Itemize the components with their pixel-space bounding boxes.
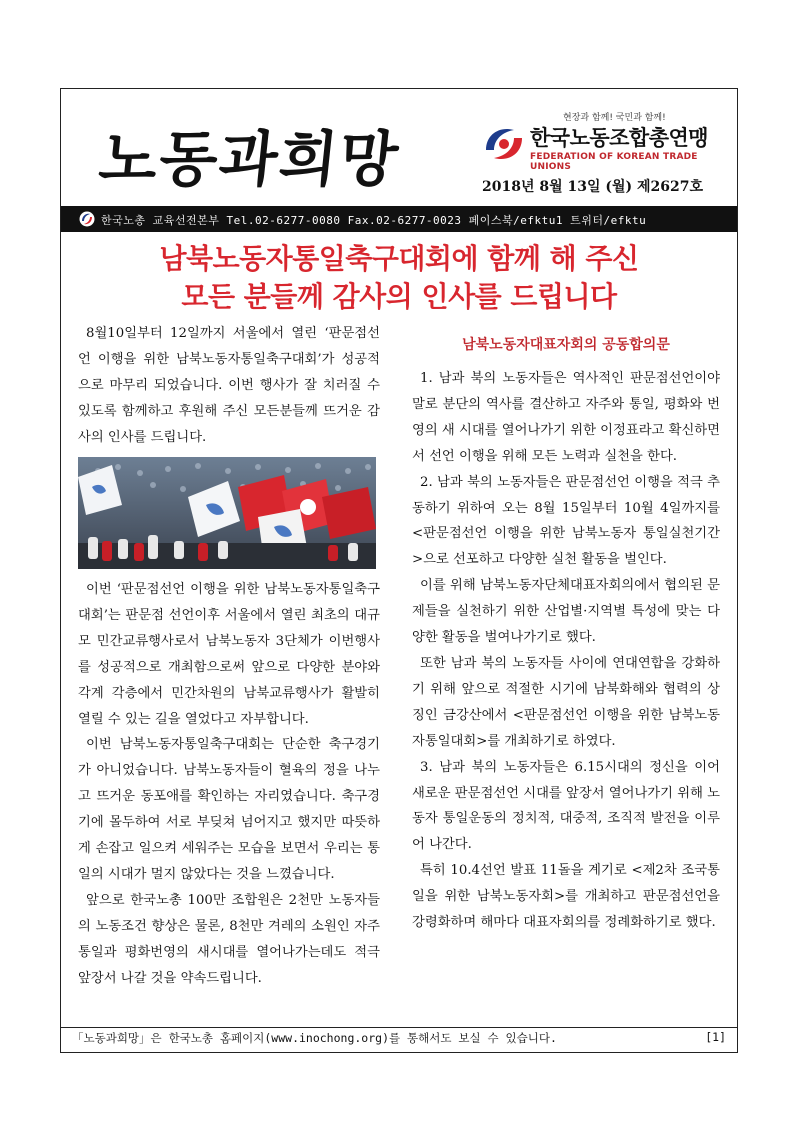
org-logo-block bbox=[478, 106, 728, 178]
newsletter-title: 노동과희망 bbox=[95, 125, 403, 195]
left-paragraph-2: 이번 남북노동자통일축구대회는 단순한 축구경기가 아니었습니다. 남북노동자들이 혈육의 정을 나누고 뜨거운 동포애를 확인하는 자리였습니다. 축구경기에 몰두하여 서로 부딪쳐 넘어지고 했지만 따뜻하게 손잡고 일으켜 세워주는 모습을 보면서 우리는 통일의 시대가 멀지 않았다는 것을 느꼈습니다. bbox=[78, 737, 380, 882]
right-paragraph-1: 1. 남과 북의 노동자들은 역사적인 판문점선언이야말로 분단의 역사를 결산하고 자주와 통일, 평화와 번영의 새 시대를 열어나가기 위한 이정표라고 확신하면서 선언 이행을 위해 모든 노력과 실천을 한다. bbox=[412, 371, 720, 464]
right-paragraph-5: 3. 남과 북의 노동자들은 6.15시대의 정신을 이어 새로운 판문점선언 시대를 앞장서 열어나가기 위해 노동자 통일운동의 정치적, 대중적, 조직적 발전을 이루어 나간다. bbox=[412, 759, 720, 853]
intro-paragraph: 8월10일부터 12일까지 서울에서 열린 ‘판문점선언 이행을 위한 남북노동자통일축구대회’가 성공적으로 마무리 되었습니다. 이번 행사가 잘 치러질 수 있도록 함께하고 후원해 주신 모든분들께 뜨거운 감사의 인사를 드립니다. bbox=[78, 326, 380, 445]
left-column-intro bbox=[78, 321, 380, 451]
left-paragraph-3: 앞으로 한국노총 100만 조합원은 2천만 노동자들의 노동조건 향상은 물론, 8천만 겨레의 소원인 자주통일과 평화번영의 새시대를 열어나가는데도 적극 앞장서 나갈 것을 약속드립니다. bbox=[78, 892, 380, 986]
right-paragraph-3: 이를 위해 남북노동자단체대표자회의에서 협의된 문제들을 실천하기 위한 산업별·지역별 특성에 맞는 다양한 활동을 벌여나가기로 했다. bbox=[412, 578, 720, 646]
left-column-body bbox=[78, 577, 380, 992]
contact-info-text: 한국노총 교육선전본부 Tel.02-6277-0080 Fax.02-6277-0023 페이스북/efktu1 트위터/efktu bbox=[101, 214, 647, 227]
event-photo-illustration bbox=[78, 457, 376, 569]
right-paragraph-4: 또한 남과 북의 노동자들 사이에 연대연합을 강화하기 위해 앞으로 적절한 시기에 남북화해와 협력의 상징인 금강산에서 <판문점선언 이행을 위한 남북노동자통일대회>를 개최하기로 하였다. bbox=[412, 655, 720, 749]
fktu-logo-icon bbox=[480, 120, 528, 168]
joint-agreement-title: 남북노동자대표자회의 공동합의문 bbox=[462, 337, 670, 353]
headline-line-2: 모든 분들께 감사의 인사를 드립니다 bbox=[181, 280, 617, 313]
fktu-small-logo-icon bbox=[79, 211, 95, 227]
issue-date: 2018년 8월 13일 (월) 제2627호 bbox=[482, 179, 704, 195]
right-column-body bbox=[412, 366, 720, 936]
contact-info-bar bbox=[61, 206, 737, 232]
right-paragraph-6: 특히 10.4선언 발표 11돌을 계기로 <제2차 조국통일을 위한 남북노동자회>를 개최하고 판문점선언을 강령화하며 해마다 대표자회의를 정례화하기로 했다. bbox=[412, 863, 720, 931]
headline bbox=[61, 240, 737, 316]
left-paragraph-1: 이번 ‘판문점선언 이행을 위한 남북노동자통일축구대회’는 판문점 선언이후 서울에서 열린 최초의 대규모 민간교류행사로서 남북노동자 3단체가 이번행사를 성공적으로 개최함으로써 앞으로 다양한 분야와 각계 각층에서 민간차원의 남북교류행사가 활발히 열릴 수 있는 길을 열었다고 자부합니다. bbox=[78, 582, 380, 727]
footer-divider bbox=[60, 1027, 738, 1028]
event-photo bbox=[78, 457, 376, 569]
headline-line-1: 남북노동자통일축구대회에 함께 해 주신 bbox=[159, 242, 639, 275]
page-number: [1] bbox=[705, 1030, 726, 1044]
footer-text: 「노동과희망」은 한국노총 홈페이지(www.inochong.org)를 통해서도 보실 수 있습니다. bbox=[72, 1031, 557, 1045]
footer bbox=[60, 1030, 738, 1050]
org-name: 한국노동조합총연맹 bbox=[530, 126, 709, 150]
org-name-en: FEDERATION OF KOREAN TRADE UNIONS bbox=[530, 152, 698, 172]
right-paragraph-2: 2. 남과 북의 노동자들은 판문점선언 이행을 적극 추동하기 위하여 오는 8월 15일부터 10월 4일까지를 <판문점선언 이행을 위한 남북노동자 통일실천기간>으로 선포하고 다양한 실천 활동을 벌인다. bbox=[412, 474, 720, 568]
org-slogan: 현장과 함께! 국민과 함께! bbox=[563, 113, 666, 123]
